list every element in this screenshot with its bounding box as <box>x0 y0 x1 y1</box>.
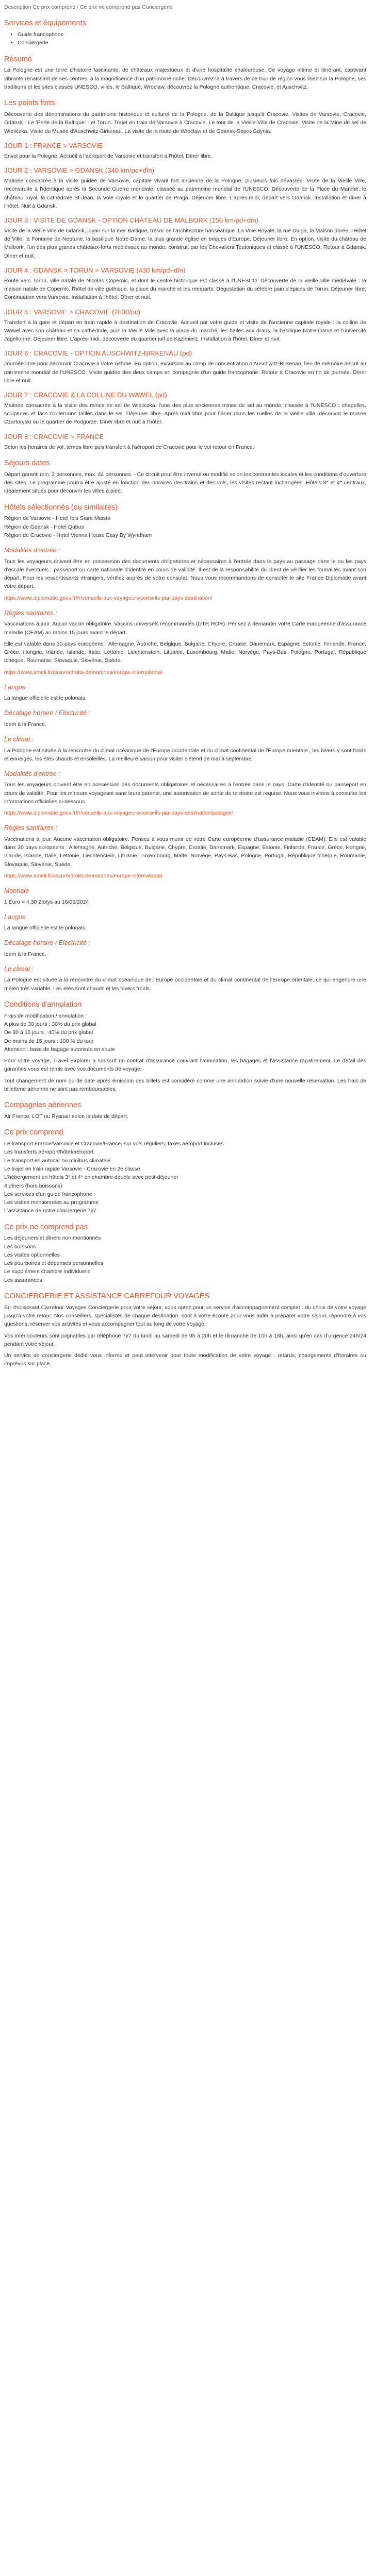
langue-title: Langue <box>4 683 26 691</box>
prix-nc-line: Les pourboires et dépenses personnelles <box>4 1260 104 1267</box>
sante-text: Vaccinations à jour. Aucune vaccination obligatoire. Pensez à vous munir de votre Carte européenne d'assurance maladie (CEAM). Elle est valable dans 30 pays européens : Allemagne, Autriche, Belgique, Bulgarie, Chypre, Croatie, Danemark, Espagne, Estonie, Finlande, France, Grèce, Hongrie, Irlande, Islande, Italie, Lettonie, Liechtenstein, Lituanie, Luxembourg, Malte, Norvège, Pays-Bas, Pologne, Portugal, République tchèque, Roumanie, Slovaquie, Slovénie, Suède. <box>4 836 366 868</box>
sante-title: Règles sanitaires : <box>4 609 57 617</box>
resume-title: Résumé <box>4 55 32 63</box>
day-text: Selon les horaires de vol, temps libre puis transfert à l'aéroport de Cracovie pour le vol retour en France. <box>4 444 254 450</box>
ameli-link[interactable]: https://www.ameli.fr/assure/droits-demarches/europe-international <box>4 872 162 879</box>
prix-line: L'assistance de notre conciergerie 7j/7 <box>4 1208 96 1214</box>
resume-text: La Pologne est une terre d'histoire fascinante, de châteaux majestueux et d'une hospitalité chaleureuse. Ce voyage intime et itinérant, captivant vibrante renaissant de ses centres, à la magnificence d'un patrimoine riche. Découvrez-la à travers de ce tour de région vous lisez sur la Pologne, ses traditions et les sites classés UNESCO, villes, le Baltique, Wroclaw, découvrez la Pologne authentique, Cracovie, et Auschwitz. <box>4 67 366 91</box>
services-title: Services et équipements <box>4 19 86 28</box>
modalites-title: Modalités d'entrée : <box>4 547 60 554</box>
prix-nc-line: Les visites optionnelles <box>4 1251 60 1258</box>
conditions-line: De 30 à 15 jours : 40% du prix global <box>4 1029 93 1036</box>
points-forts-text: Découverte des dénominations du patrimoine historique et culturel de la Pologne, de la Baltique jusqu'à Cracovie. Visites de Varsovie, Cracovie, Gdansk - Le 'Perle de la Baltique' - et Torun. Trajet en train de Varsovie à Cracovie. Le tour de la Vieille Ville de Cracovie. Visite de la Mine de sel de Wieliczka. Visite du Musée d'Auschwitz-Birkenau. La visite de la route de Wroclaw et de Gdansk-Sopot-Gdynia. <box>4 111 366 134</box>
conciergerie-text-2: Vos interlocuteurs sont joignables par téléphone 7j/7 du lundi au samedi de 9h à 20h et le dimanche de 10h à 18h, ainsi qu'en cas d'urgence 24h/24 pendant votre séjour. <box>4 1332 366 1347</box>
list-item: • Conciergerie <box>18 39 366 47</box>
hotels-title: Hôtels sélectionnés (ou similaires) <box>4 503 118 512</box>
monnaie-text: 1 Euro = 4,30 Zlotys au 16/05/2024 <box>4 899 89 905</box>
conditions-intro: Frais de modification / annulation : <box>4 1012 87 1019</box>
sejours-text: Départ garanti min. 2 personnes, max. 44 personnes. - Ce circuit peut être inversé ou modifié selon les contraintes locales et les conditions d'ouverture des sites. Le programme pourra être ajusté en fonction des horaires des trains et des vols, les visites restant inchangées. Hôtels 3* et 4* centraux, idéalement situés pour découvrir les villes à pied. <box>4 471 366 495</box>
sante-title: Règles sanitaires : <box>4 824 57 832</box>
decalage-text: Idem à la France. <box>4 951 46 957</box>
decalage-title: Décalage horaire / Electricité : <box>4 709 90 717</box>
modalites-text: Tous les voyageurs doivent être en possession des documents obligatoires et nécessaires à l'entrée dans le pays. Carte d'identité ou passeport en cours de validité. Pour les mineurs voyageant sans leurs parents, une autorisation de sortie de territoire est requise. Nous vous invitons à consulter les informations officielles ci-dessous. <box>4 782 366 805</box>
day-text: Matinée consacrée à la visite des mines de sel de Wieliczka, l'une des plus anciennes mines de sel au monde, classée à l'UNESCO : chapelles, sculptures et lacs souterrains taillés dans le sel. Déjeuner libre. Après-midi libre pour flâner dans les ruelles de la vieille ville, découvrir le musée Czartoryski ou le quartier de Podgorze. Dîner libre et nuit à l'hôtel. <box>4 402 366 426</box>
diplomatie-link[interactable]: https://www.diplomatie.gouv.fr/fr/conseils-aux-voyageurs/conseils-par-pays-destination/ <box>4 595 213 601</box>
prix-line: Le transport en autocar ou minibus climatisé <box>4 1157 111 1164</box>
sante-text: Vaccinations à jour. Aucun vaccin obligatoire. Vaccins universels recommandés (DTP, ROR). Pensez à demander votre Carte européenne d'assurance maladie (CEAM) au moins 15 jours avant le départ. <box>4 621 366 636</box>
sejours-title: Séjours dates <box>4 459 50 467</box>
prix-ne-comprend-title: Ce prix ne comprend pas <box>4 1223 88 1231</box>
langue-text: La langue officielle est le polonais. <box>4 925 87 931</box>
conditions-line: De moins de 15 jours : 100 % du tour <box>4 1038 94 1044</box>
conditions-line: A plus de 30 jours : 30% du prix global <box>4 1021 96 1028</box>
prix-line: Le trajet en train rapide Varsovie - Cracovie en 2e classe <box>4 1165 140 1172</box>
prix-line: Le transport France/Varsovie et Cracovie/France, sur vols réguliers, taxes aéroport incluses <box>4 1141 224 1147</box>
day-text: Transfert à la gare et départ en train rapide à destination de Cracovie. Accueil par votre guide et visite de l'ancienne capitale royale : la colline de Wawel avec son château et sa cathédrale, puis la Vieille Ville avec la place du marché, les halles aux draps, la basilique Notre-Dame et l'université Jagellonne. Déjeuner libre. L'après-midi, découverte du quartier juif de Kazimierz. Installation à l'hôtel. Dîner et nuit. <box>4 319 366 343</box>
conditions-line: Attention : base de bagage autorisée en soute <box>4 1046 115 1053</box>
day-title: JOUR 3 : VISITE DE GDANSK - OPTION CHÂTEAU DE MALBORK (150 km/pd+dîn) <box>4 216 259 225</box>
list-item: • Guide francophone <box>18 30 366 39</box>
monnaie-title: Monnaie <box>4 887 29 895</box>
conciergerie-text: En choisissant Carrefour Voyages Conciergerie pour votre séjour, vous optez pour un service d'accompagnement complet : du choix de votre voyage jusqu'à votre retour. Nos conseillers, spécialistes de chaque destination, sont à votre écoute pour vous aider à préparer votre séjour, répondre à vos questions, réserver vos activités et vous accompagner tout au long de votre voyage. <box>4 1304 366 1328</box>
prix-nc-line: Les déjeuners et dîners non mentionnés <box>4 1235 101 1242</box>
langue-title: Langue <box>4 913 26 921</box>
hotel-line: Région de Varsovie - Hotel Ibis Stare Miasto <box>4 515 110 522</box>
climat-text: La Pologne est située à la rencontre du climat océanique de l'Europe occidentale et du climat continental de l'Europe orientale ; les hivers y sont froids et enneigés, les étés chauds et ensoleillés. La meilleure saison pour visiter s'étend de mai à septembre. <box>4 747 366 762</box>
conciergerie-text-3: Un service de conciergerie dédié vous informe et peut intervenir pour toute modification de votre voyage : retards, changements d'horaires ou imprévus sur place. <box>4 1352 366 1367</box>
prix-line: 4 dîners (hors boissons) <box>4 1182 62 1189</box>
day-text: Matinée consacrée à la visite guidée de Varsovie, capitale vivant fort ancienne de la Pologne, plusieurs fois dévastée. Visite de la Vieille Ville, reconstruite à l'identique après la Seconde Guerre mondiale, classée au patrimoine mondial de l'UNESCO. Découverte de la Place du Marché, le château royal, la cathédrale St-Jean, la Voie royale et le quartier de Praga. Déjeuner libre. L'après-midi, départ vers Gdansk. Installation et dîner à l'hôtel. Nuit à Gdansk. <box>4 177 366 209</box>
climat-title: Le climat : <box>4 965 34 973</box>
day-text: Route vers Torun, ville natale de Nicolas Copernic, et dont le centre historique est classé à l'UNESCO. Découverte de la vieille ville médiévale : la maison natale de Copernic, l'hôtel de ville gothique, la place du marché et les remparts. Dégustation du célèbre pain d'épices de Torun. Déjeuner libre. Continuation vers Varsovie. Installation à l'hôtel. Dîner et nuit. <box>4 277 366 301</box>
breadcrumb: Description Ce prix comprend / Ce prix ne comprend pas Conciergerie <box>4 4 173 10</box>
conditions-text-2: Tout changement de nom ou de date après émission des billets est considéré comme une annulation suivie d'une nouvelle réservation. Les frais de billetterie aérienne ne sont pas remboursables. <box>4 1077 366 1092</box>
modalites-title: Modalités d'entrée : <box>4 770 60 778</box>
hotel-line: Région de Cracovie - Hotel Vienna House Easy By Wyndham <box>4 532 152 538</box>
decalage-text: Idem à la France. <box>4 721 46 727</box>
ameli-link[interactable]: https://www.ameli.fr/assure/droits-demarches/europe-international <box>4 669 162 675</box>
prix-nc-line: Le supplément chambre individuelle <box>4 1268 91 1275</box>
diplomatie-link[interactable]: https://www.diplomatie.gouv.fr/fr/conseils-aux-voyageurs/conseils-par-pays-destination/pologne/ <box>4 810 233 817</box>
day-text: Journée libre pour découvrir Cracovie à votre rythme. En option, excursion au camp de concentration d'Auschwitz-Birkenau, lieu de mémoire inscrit au patrimoine mondial de l'UNESCO. Visite guidée des deux camps en compagnie d'un guide francophone. Retour à Cracovie en fin de journée. Dîner libre et nuit. <box>4 361 366 384</box>
day-text: Envol pour la Pologne. Accueil à l'aéroport de Varsovie et transfert à l'hôtel. Dîner libre. <box>4 152 213 159</box>
conciergerie-title: CONCIERGERIE ET ASSISTANCE CARREFOUR VOYAGES <box>4 1292 210 1301</box>
day-text: Visite de la vieille ville de Gdansk, joyau sur la mer Baltique, trésor de l'architecture hanséatique. La Voie Royale, la rue Dluga, la Maison dorée, l'Hôtel de Ville, la Fontaine de Neptune, la basilique Notre-Dame, la plus grande église en briques d'Europe. Déjeuner libre. En option, visite du château de Malbork, l'un des plus grands châteaux-forts médiévaux au monde, construit par les Chevaliers Teutoniques et classé à l'UNESCO. Retour à Gdansk. Dîner et nuit. <box>4 227 366 259</box>
prix-nc-line: Les boissons <box>4 1243 36 1250</box>
modalites-text: Tous les voyageurs doivent être en possession des documents obligatoires et nécessaires à l'entrée dans le pays au passage dans le ou les pays d'escale éventuels : passeport ou carte nationale d'identité en cours de validité. Il est de la responsabilité du client de vérifier les formalités avant son départ. Pour les ressortissants étrangers, vérifiez auprès de votre consulat. Nous vous recommandons de consulter le site France Diplomatie avant votre départ. <box>4 558 366 590</box>
day-title: JOUR 6 : CRACOVIE - OPTION AUSCHWITZ-BIRKENAU (pd) <box>4 349 192 358</box>
day-title: JOUR 7 : CRACOVIE & LA COLLINE DU WAWEL (pd) <box>4 391 167 399</box>
conditions-title: Conditions d'annulation <box>4 1001 82 1009</box>
climat-text: La Pologne est située à la rencontre du climat océanique de l'Europe occidentale et du climat continental de l'Europe orientale, ce qui engendre une météo très variable. Les étés sont chauds et les hivers froids. <box>4 977 366 992</box>
day-title: JOUR 1 : FRANCE > VARSOVIE <box>4 141 103 149</box>
day-title: JOUR 4 : GDANSK > TORUN > VARSOVIE (430 km/pd+dîn) <box>4 266 186 274</box>
prix-line: Les services d'un guide francophone <box>4 1191 92 1197</box>
compagnies-title: Compagnies aériennes <box>4 1101 82 1110</box>
hotel-line: Région de Gdansk - Hotel Qubus <box>4 523 84 530</box>
langue-text: La langue officielle est le polonais. <box>4 695 87 702</box>
prix-line: Les visites mentionnées au programme <box>4 1199 99 1206</box>
prix-comprend-title: Ce prix comprend <box>4 1128 63 1137</box>
decalage-title: Décalage horaire / Electricité : <box>4 939 90 947</box>
climat-title: Le climat : <box>4 736 34 743</box>
day-title: JOUR 2 : VARSOVIE > GDANSK (340 km/pd+dîn) <box>4 166 154 175</box>
prix-line: L'hébergement en hôtels 3* et 4* en chambre double avec petit-déjeuner <box>4 1174 178 1181</box>
sante-text-2: Elle est valable dans 30 pays européens : Allemagne, Autriche, Belgique, Bulgarie, Chypre, Croatie, Danemark, Espagne, Estonie, Finlande, France, Grèce, Hongrie, Irlande, Islande, Italie, Lettonie, Liechtenstein, Lituanie, Luxembourg, Malte, Norvège, Pays-Bas, Pologne, Portugal, République tchèque, Roumanie, Slovaquie, Slovénie, Suède. <box>4 640 366 664</box>
day-title: JOUR 5 : VARSOVIE > CRACOVIE (2h30/pc) <box>4 308 140 316</box>
day-title: JOUR 8 : CRACOVIE > FRANCE <box>4 432 104 440</box>
prix-line: Les transferts aéroport/hôtel/aéroport <box>4 1149 94 1156</box>
services-list <box>4 30 366 47</box>
conditions-text: Pour votre voyage, Travel Explorer a souscrit un contrat d'assurance couvrant l'annulation, les bagages et l'assistance rapatriement. Le détail des garanties vous est remis avec vos documents de voyage. <box>4 1058 366 1073</box>
compagnies-text: Air France, LOT ou Ryanair selon la date de départ. <box>4 1113 128 1120</box>
prix-nc-line: Les assurances <box>4 1277 42 1283</box>
points-forts-title: Les points forts <box>4 99 55 108</box>
